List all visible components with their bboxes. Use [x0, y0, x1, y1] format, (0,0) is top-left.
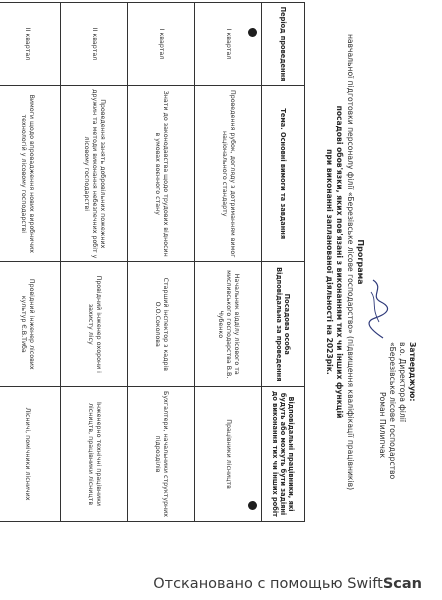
- header-topic: Тема. Основні вимоги та завдання: [262, 86, 305, 262]
- watermark-brand-b: Scan: [382, 576, 422, 592]
- title-line-1: навчальної підготовки персоналу філії «Березівське лісове господарство» (підвищення кваліфікації працівників): [345, 33, 355, 491]
- scanner-watermark: [0, 570, 442, 600]
- cell-period: II квартал: [61, 3, 128, 86]
- cell-topic: Проведення занять добровільних пожежних дружин та методи виконання небезпечних робіт у лісовому господарстві: [61, 86, 128, 262]
- table-row: [0, 3, 61, 522]
- table-row: [61, 3, 128, 522]
- approval-line: в.о. Директора філії: [398, 342, 407, 422]
- cell-responsible: Начальник відділу лісового та мисливського господарства В.В. Чубенко: [195, 262, 262, 387]
- watermark-prefix: Отскановано с помощью: [153, 576, 348, 592]
- cell-period: I квартал: [195, 3, 262, 86]
- training-plan-table: [0, 2, 305, 522]
- signature-scribble: [367, 278, 389, 340]
- header-workers: Відповідальні працівники, які будуть або можуть бути задіяні до виконання тих чи інших робіт: [262, 387, 305, 522]
- signature: [367, 278, 389, 340]
- header-responsible: Посадова особа Відповідальна за проведення: [262, 262, 305, 387]
- header-period: Період проведення: [262, 3, 305, 86]
- cell-responsible: Провідний інженер лісових культур Є.В.Тиба: [0, 262, 61, 387]
- approval-block: [377, 342, 417, 522]
- cell-topic: Знати до законодавства щодо трудових відносин в умовах воєнного стану: [128, 86, 195, 262]
- table-row: [195, 3, 262, 522]
- title-line-2: посадові обов'язки, яких пов'язані з виконанням тих чи інших функцій: [335, 105, 345, 419]
- cell-period: I квартал: [128, 3, 195, 86]
- cell-topic: Вимоги щодо впровадження нових виробничих технологій у лісовому господарстві: [0, 86, 61, 262]
- table-row: [128, 3, 195, 522]
- rotated-document: [20, 0, 423, 532]
- cell-period: II квартал: [0, 3, 61, 86]
- approval-line: Затверджую:: [408, 342, 417, 402]
- cell-workers: Працівники лісництв: [195, 387, 262, 522]
- cell-responsible: Старший інспектор з кадрів О.О.Соколова: [128, 262, 195, 387]
- watermark-brand-a: Swift: [347, 576, 383, 592]
- cell-workers: Бухгалтери, начальники структурних підрозділів: [128, 387, 195, 522]
- title-heading: Програма: [356, 239, 365, 285]
- approval-line: «Березівське лісове господарство: [388, 342, 397, 480]
- approval-line: Роман Пилипчак: [378, 392, 387, 459]
- cell-responsible: Провідний інженер охорони і захисту лісу: [61, 262, 128, 387]
- cell-workers: Лісничі, помічники лісничих: [0, 387, 61, 522]
- cell-workers: Інженерно технічні працівники лісництв, працівники лісництв: [61, 387, 128, 522]
- document-title: [323, 2, 365, 522]
- title-line-3: при виконанні запланованої діяльності на 2023рік.: [324, 149, 334, 375]
- cell-topic: Проведення рубок, догляду з дотриманням вимог національного стандарту: [195, 86, 262, 262]
